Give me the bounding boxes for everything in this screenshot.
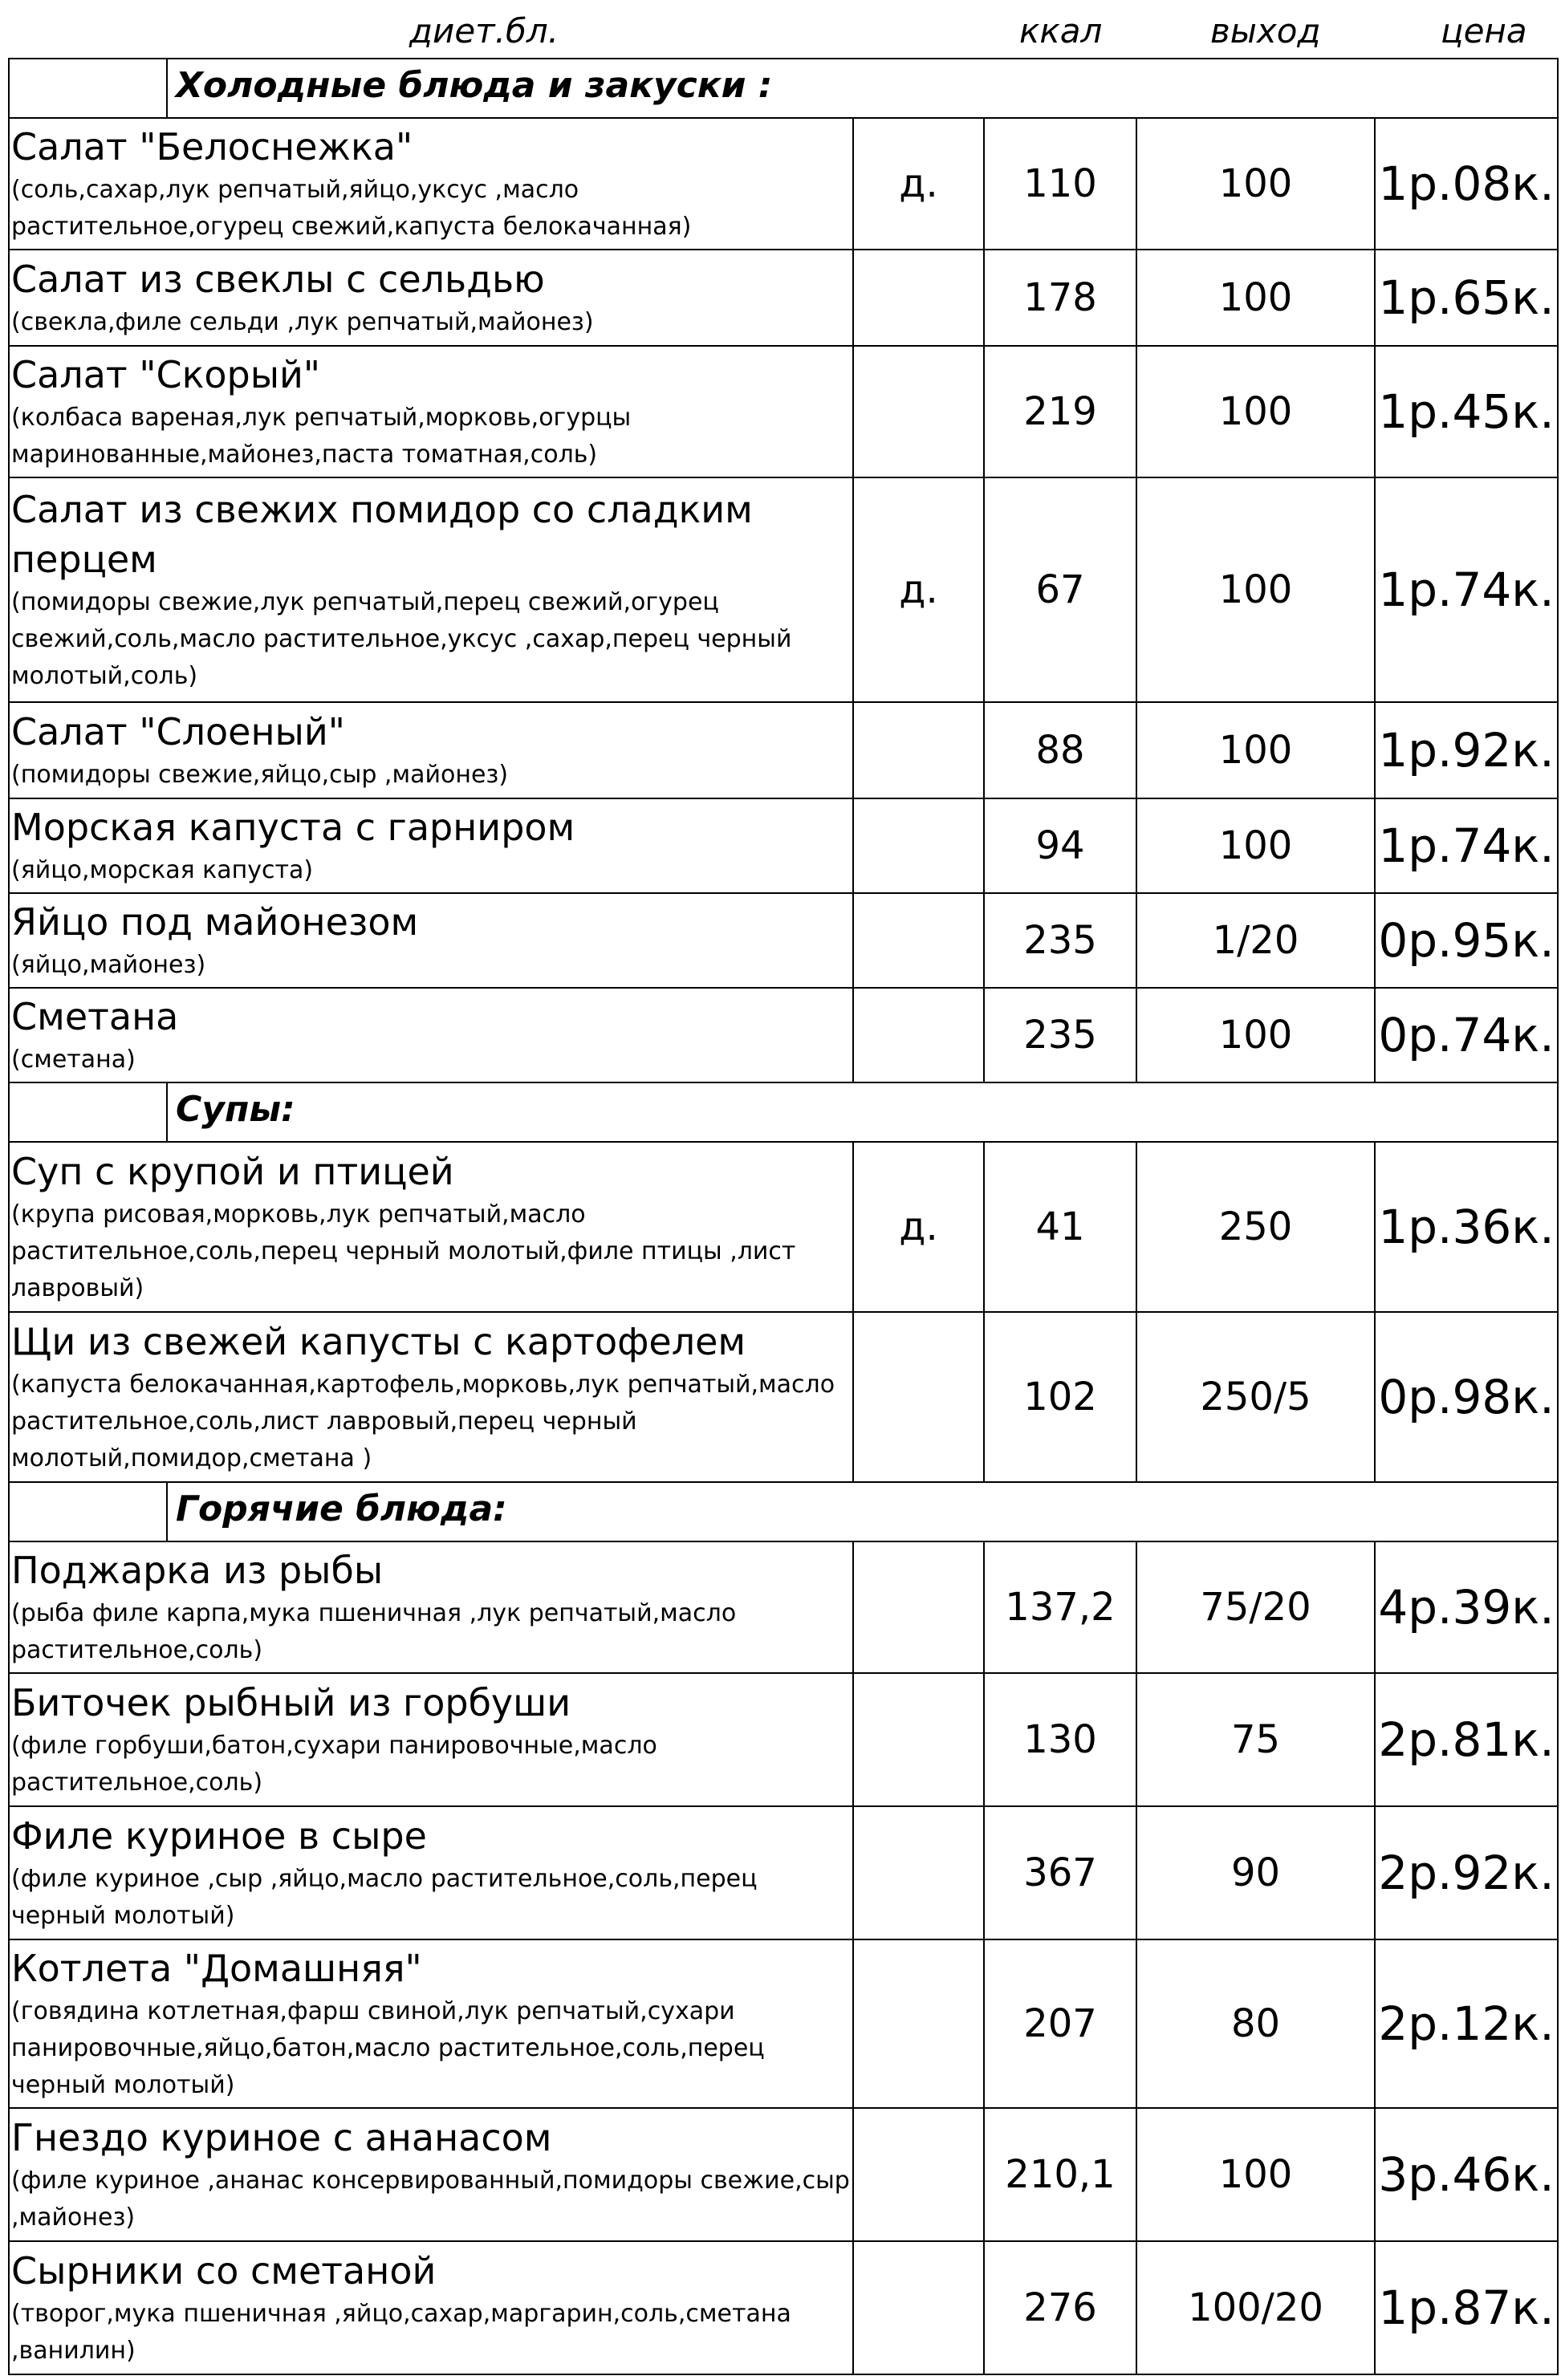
dish-yield: 100 (1136, 2108, 1375, 2241)
dish-ingredients: (капуста белокачанная,картофель,морковь,лук репчатый,масло растительное,соль,лист лавровый,перец черный молотый,помидор,сметана ) (11, 1371, 835, 1472)
dish-diet (853, 1673, 984, 1806)
dish-diet (853, 1806, 984, 1939)
dish-kcal: 102 (984, 1312, 1136, 1482)
section-cell (9, 59, 1558, 118)
dish-kcal: 367 (984, 1806, 1136, 1939)
dish-name-cell (9, 1673, 853, 1806)
dish-ingredients: (сметана) (11, 1046, 136, 1074)
dish-price: 0р.95к. (1375, 893, 1558, 988)
dish-diet (853, 1541, 984, 1673)
dish-price: 2р.81к. (1375, 1673, 1558, 1806)
section-row (9, 1082, 1558, 1142)
dish-kcal: 207 (984, 1939, 1136, 2108)
dish-ingredients: (яйцо,морская капуста) (11, 856, 314, 884)
dish-row (9, 1806, 1558, 1939)
dish-price: 1р.45к. (1375, 346, 1558, 477)
section-row (9, 59, 1558, 118)
dish-ingredients: (яйцо,майонез) (11, 951, 206, 979)
dish-kcal: 178 (984, 250, 1136, 346)
dish-row (9, 2241, 1558, 2374)
section-row (9, 1482, 1558, 1541)
dish-ingredients: (соль,сахар,лук репчатый,яйцо,уксус ,масло растительное,огурец свежий,капуста белокачанная) (11, 176, 692, 241)
dish-title: Филе куриное в сыре (11, 1814, 427, 1858)
section-spacer (10, 1483, 168, 1541)
dish-row (9, 1541, 1558, 1673)
dish-kcal: 88 (984, 702, 1136, 798)
dish-yield: 100 (1136, 702, 1375, 798)
dish-row (9, 1142, 1558, 1312)
dish-diet (853, 2108, 984, 2241)
dish-diet (853, 250, 984, 346)
dish-yield: 80 (1136, 1939, 1375, 2108)
dish-title: Суп с крупой и птицей (11, 1150, 454, 1193)
menu-table (8, 58, 1559, 2375)
dish-yield: 90 (1136, 1806, 1375, 1939)
dish-title: Сметана (11, 995, 179, 1038)
dish-name-cell (9, 702, 853, 798)
dish-name-cell (9, 118, 853, 250)
dish-yield: 250 (1136, 1142, 1375, 1312)
dish-ingredients: (помидоры свежие,лук репчатый,перец свежий,огурец свежий,соль,масло растительное,уксус ,сахар,перец черный молотый,соль) (11, 588, 792, 690)
dish-row (9, 702, 1558, 798)
dish-name-cell (9, 798, 853, 893)
dish-price: 1р.74к. (1375, 477, 1558, 702)
dish-diet (853, 893, 984, 988)
dish-yield: 75 (1136, 1673, 1375, 1806)
dish-row (9, 1673, 1558, 1806)
dish-price: 2р.12к. (1375, 1939, 1558, 2108)
section-title: Холодные блюда и закуски : (176, 65, 773, 106)
dish-yield: 100 (1136, 988, 1375, 1082)
dish-title: Щи из свежей капусты с картофелем (11, 1320, 746, 1363)
dish-row (9, 346, 1558, 477)
dish-diet (853, 1939, 984, 2108)
dish-row (9, 1312, 1558, 1482)
dish-row (9, 477, 1558, 702)
dish-name-cell (9, 1541, 853, 1673)
dish-kcal: 110 (984, 118, 1136, 250)
dish-title: Морская капуста с гарниром (11, 806, 575, 849)
dish-title: Салат из свеклы с сельдью (11, 258, 545, 301)
dish-diet (853, 2241, 984, 2374)
header-yield: выход (1210, 11, 1321, 51)
dish-diet: д. (853, 118, 984, 250)
dish-title: Салат "Скорый" (11, 353, 321, 396)
dish-ingredients: (рыба филе карпа,мука пшеничная ,лук репчатый,масло растительное,соль) (11, 1599, 737, 1664)
section-title: Супы: (176, 1089, 295, 1130)
section-spacer (10, 1083, 168, 1141)
section-spacer (10, 59, 168, 117)
dish-yield: 1/20 (1136, 893, 1375, 988)
dish-ingredients: (колбаса вареная,лук репчатый,морковь,огурцы маринованные,майонез,паста томатная,соль) (11, 404, 632, 469)
dish-ingredients: (помидоры свежие,яйцо,сыр ,майонез) (11, 761, 509, 789)
dish-title: Сырники со сметаной (11, 2249, 437, 2293)
dish-kcal: 137,2 (984, 1541, 1136, 1673)
dish-yield: 250/5 (1136, 1312, 1375, 1482)
dish-title: Салат из свежих помидор со сладким перцем (11, 488, 753, 581)
dish-title: Биточек рыбный из горбуши (11, 1681, 571, 1724)
dish-price: 1р.92к. (1375, 702, 1558, 798)
section-cell (9, 1082, 1558, 1142)
dish-row (9, 893, 1558, 988)
dish-row (9, 988, 1558, 1082)
dish-name-cell (9, 346, 853, 477)
dish-name-cell (9, 2241, 853, 2374)
header-kcal: ккал (1019, 11, 1103, 51)
dish-ingredients: (филе куриное ,ананас консервированный,помидоры свежие,сыр ,майонез) (11, 2167, 850, 2232)
header-diet: диет.бл. (409, 11, 559, 51)
dish-title: Салат "Слоеный" (11, 710, 345, 753)
dish-name-cell (9, 250, 853, 346)
section-inner (10, 1483, 1557, 1541)
dish-title: Яйцо под майонезом (11, 900, 419, 944)
dish-ingredients: (творог,мука пшеничная ,яйцо,сахар,маргарин,соль,сметана ,ванилин) (11, 2300, 791, 2365)
dish-kcal: 235 (984, 988, 1136, 1082)
dish-name-cell (9, 1142, 853, 1312)
dish-kcal: 235 (984, 893, 1136, 988)
dish-ingredients: (крупа рисовая,морковь,лук репчатый,масло растительное,соль,перец черный молотый,филе птицы ,лист лавровый) (11, 1200, 796, 1302)
dish-yield: 100/20 (1136, 2241, 1375, 2374)
section-cell (9, 1482, 1558, 1541)
dish-kcal: 276 (984, 2241, 1136, 2374)
dish-row (9, 798, 1558, 893)
dish-diet (853, 702, 984, 798)
dish-ingredients: (филе куриное ,сыр ,яйцо,масло растительное,соль,перец черный молотый) (11, 1865, 758, 1930)
dish-diet: д. (853, 1142, 984, 1312)
dish-kcal: 67 (984, 477, 1136, 702)
section-inner (10, 1083, 1557, 1141)
dish-row (9, 2108, 1558, 2241)
dish-kcal: 94 (984, 798, 1136, 893)
dish-ingredients: (говядина котлетная,фарш свиной,лук репчатый,сухари панировочные,яйцо,батон,масло растительное,соль,перец черный молотый) (11, 1997, 765, 2099)
dish-name-cell (9, 1939, 853, 2108)
dish-price: 1р.74к. (1375, 798, 1558, 893)
dish-price: 1р.36к. (1375, 1142, 1558, 1312)
dish-title: Поджарка из рыбы (11, 1549, 384, 1592)
dish-name-cell (9, 477, 853, 702)
dish-name-cell (9, 1806, 853, 1939)
dish-kcal: 130 (984, 1673, 1136, 1806)
dish-row (9, 118, 1558, 250)
dish-row (9, 250, 1558, 346)
header-price: цена (1441, 11, 1527, 51)
dish-price: 1р.65к. (1375, 250, 1558, 346)
section-title: Горячие блюда: (176, 1489, 507, 1529)
dish-yield: 100 (1136, 250, 1375, 346)
dish-kcal: 210,1 (984, 2108, 1136, 2241)
dish-diet (853, 798, 984, 893)
dish-kcal: 41 (984, 1142, 1136, 1312)
dish-diet (853, 988, 984, 1082)
dish-name-cell (9, 893, 853, 988)
dish-name-cell (9, 2108, 853, 2241)
dish-row (9, 1939, 1558, 2108)
dish-yield: 100 (1136, 118, 1375, 250)
dish-ingredients: (филе горбуши,батон,сухари панировочные,масло растительное,соль) (11, 1732, 657, 1797)
dish-kcal: 219 (984, 346, 1136, 477)
dish-price: 2р.92к. (1375, 1806, 1558, 1939)
dish-price: 1р.87к. (1375, 2241, 1558, 2374)
dish-diet: д. (853, 477, 984, 702)
dish-yield: 100 (1136, 798, 1375, 893)
dish-diet (853, 346, 984, 477)
dish-title: Котлета "Домашняя" (11, 1947, 422, 1990)
dish-diet (853, 1312, 984, 1482)
dish-price: 0р.74к. (1375, 988, 1558, 1082)
dish-name-cell (9, 988, 853, 1082)
dish-price: 1р.08к. (1375, 118, 1558, 250)
section-inner (10, 59, 1557, 117)
dish-name-cell (9, 1312, 853, 1482)
dish-yield: 75/20 (1136, 1541, 1375, 1673)
dish-title: Салат "Белоснежка" (11, 125, 413, 169)
dish-price: 3р.46к. (1375, 2108, 1558, 2241)
dish-yield: 100 (1136, 346, 1375, 477)
dish-price: 4р.39к. (1375, 1541, 1558, 1673)
dish-ingredients: (свекла,филе сельди ,лук репчатый,майонез) (11, 308, 594, 336)
dish-yield: 100 (1136, 477, 1375, 702)
dish-title: Гнездо куриное с ананасом (11, 2116, 552, 2159)
dish-price: 0р.98к. (1375, 1312, 1558, 1482)
